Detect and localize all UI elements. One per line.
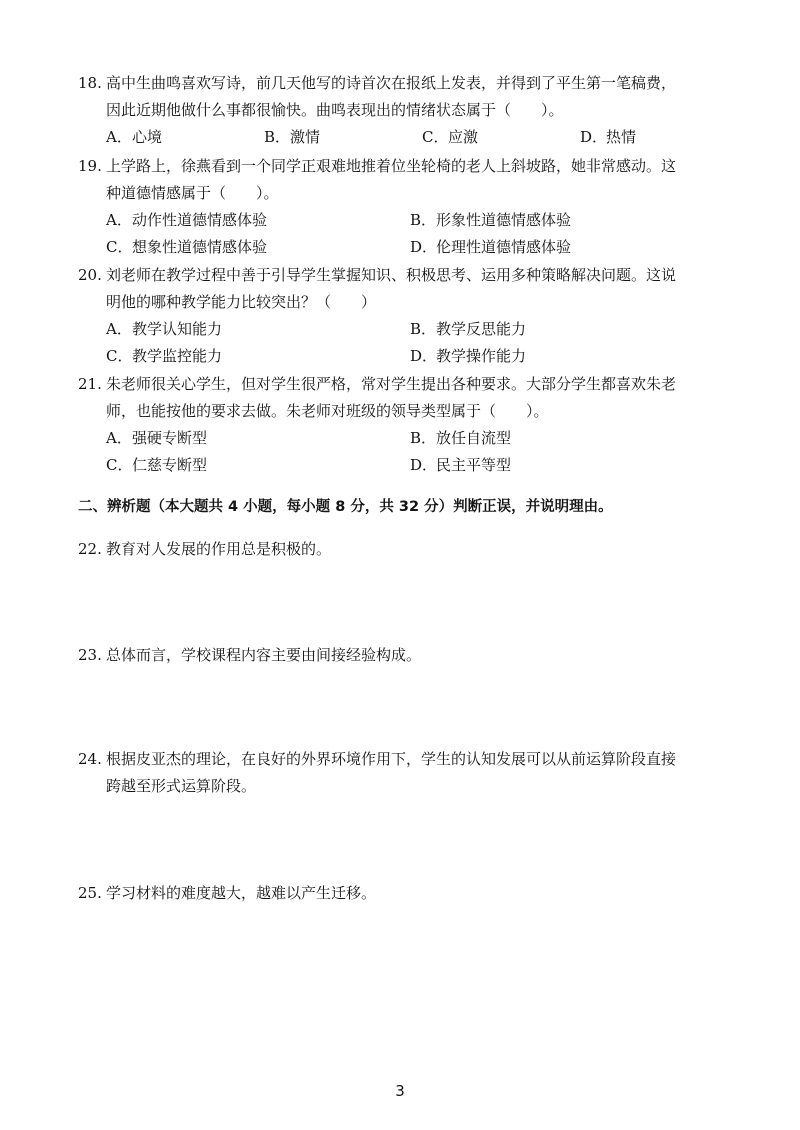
option-c: C．教学监控能力 (106, 347, 223, 365)
option-d: D．热情 (580, 128, 637, 146)
question-text-line: 刘老师在教学过程中善于引导学生掌握知识、积极思考、运用多种策略解决问题。这说 (106, 266, 677, 284)
options-row (78, 425, 738, 452)
options-row (78, 343, 738, 370)
options-row (78, 124, 738, 151)
page-number: 3 (395, 1082, 405, 1100)
option-b: B．放任自流型 (410, 429, 512, 447)
question-number: 23. (78, 646, 102, 664)
option-c: C．应激 (422, 128, 479, 146)
option-c: C．想象性道德情感体验 (106, 238, 268, 256)
question-number: 24. (78, 750, 102, 768)
question-text-line: 跨越至形式运算阶段。 (106, 777, 257, 795)
question-number: 25. (78, 884, 102, 902)
options-row (78, 207, 738, 234)
options-row (78, 452, 738, 479)
question-text-line: 因此近期他做什么事都很愉快。曲鸣表现出的情绪状态属于（ ）。 (106, 101, 564, 119)
question-text-line: 师，也能按他的要求去做。朱老师对班级的领导类型属于（ ）。 (106, 402, 549, 420)
option-d: D．教学操作能力 (410, 347, 527, 365)
question-text-line: 教育对人发展的作用总是积极的。 (106, 540, 332, 558)
question-19 (78, 153, 738, 261)
question-number: 21. (78, 375, 102, 393)
question-number: 22. (78, 540, 102, 558)
options-row (78, 316, 738, 343)
question-23 (78, 642, 738, 669)
question-text-line: 根据皮亚杰的理论，在良好的外界环境作用下，学生的认知发展可以从前运算阶段直接 (106, 750, 677, 768)
question-text-line: 明他的哪种教学能力比较突出？（ ） (106, 293, 377, 311)
option-b: B．教学反思能力 (410, 320, 527, 338)
option-b: B．激情 (264, 128, 321, 146)
section-heading: 二、辨析题（本大题共 4 小题，每小题 8 分，共 32 分）判断正误，并说明理由。 (78, 499, 613, 515)
question-text-line: 朱老师很关心学生，但对学生很严格，常对学生提出各种要求。大部分学生都喜欢朱老 (106, 375, 677, 393)
question-18 (78, 70, 738, 151)
question-text-line: 上学路上，徐燕看到一个同学正艰难地推着位坐轮椅的老人上斜坡路，她非常感动。这 (106, 157, 677, 175)
question-24 (78, 746, 738, 800)
option-a: A．强硬专断型 (106, 429, 208, 447)
option-c: C．仁慈专断型 (106, 456, 208, 474)
option-a: A．教学认知能力 (106, 320, 223, 338)
question-number: 19. (78, 157, 102, 175)
question-number: 20. (78, 266, 102, 284)
question-text-line: 总体而言，学校课程内容主要由间接经验构成。 (106, 646, 422, 664)
question-text-line: 学习材料的难度越大，越难以产生迁移。 (106, 884, 377, 902)
option-a: A．动作性道德情感体验 (106, 211, 268, 229)
option-a: A．心境 (106, 128, 163, 146)
question-number: 18. (78, 74, 102, 92)
question-22 (78, 536, 738, 563)
question-text-line: 种道德情感属于（ ）。 (106, 184, 279, 202)
question-20 (78, 262, 738, 370)
question-21 (78, 371, 738, 479)
question-25 (78, 880, 738, 907)
options-row (78, 234, 738, 261)
option-d: D．伦理性道德情感体验 (410, 238, 572, 256)
option-b: B．形象性道德情感体验 (410, 211, 572, 229)
option-d: D．民主平等型 (410, 456, 512, 474)
question-text-line: 高中生曲鸣喜欢写诗，前几天他写的诗首次在报纸上发表，并得到了平生第一笔稿费， (106, 74, 677, 92)
